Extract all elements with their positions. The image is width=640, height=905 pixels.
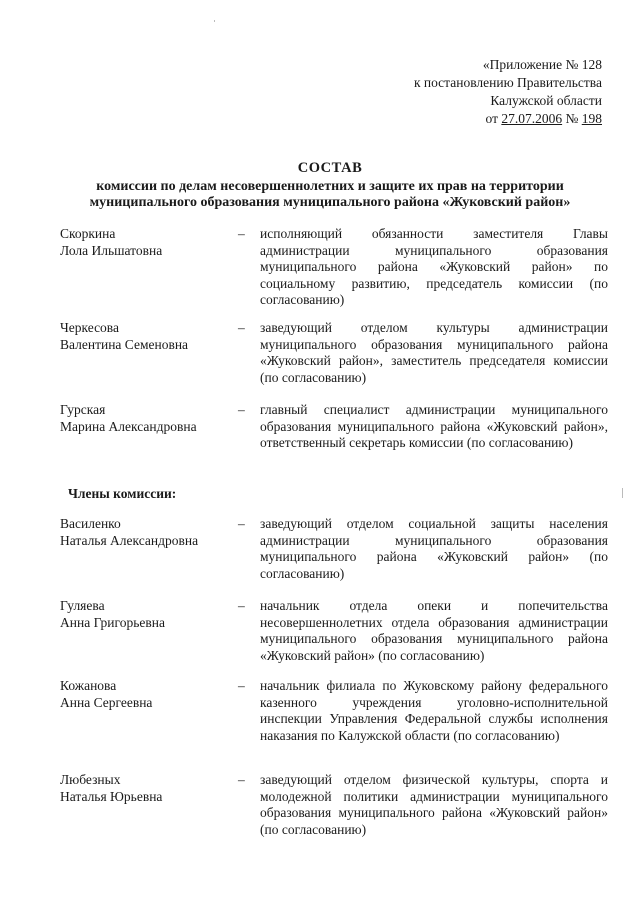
member-name: Гуляева Анна Григорьевна xyxy=(60,598,165,630)
member-name: Скоркина Лола Ильшатовна xyxy=(60,226,163,258)
title-heading: СОСТАВ xyxy=(297,160,363,176)
document-page: «Приложение № 128 к постановлению Правительства Калужской области от 27.07.2006 № 198 СОСТАВ комиссии по делам несовершеннолетних и защите их прав на территории муниципального образования муниципального района «Жуковский район» Скоркина Лола Ильшатовна – исполняющий обязанности заместителя Главы администрации муниципального образования муниципального района «Жуковский район» по социальному развитию, председатель комиссии (по согласованию) Черкесова Валентина Семеновна – заведующий отделом культуры администрации муниципального образования муниципального района «Жуковский район», заместитель председателя комиссии (по согласованию) Гурская Марина Александровна – главный специалист администрации муниципального образования муниципального района «Жуковский район», ответственный секретарь комиссии (по согласованию) Члены комиссии: Василенко Наталья Александровна – заведующий отделом социальной защиты населения администрации муниципального образования муниципального района «Жуковский район» (по согласованию) Гуляева Анна Григорьевна – начальник отдела опеки и попечительства несовершеннолетних отдела образования администрации муниципального образования муниципального района «Жуковский район» (по согласованию) Кожанова Анна Сергеевна – начальник филиала по Жуковскому району федерального казенного учреждения уголовно-исполнительной инспекции Управления Федеральной службы исполнения наказания по Калужской области (по согласованию) Любезных Наталья Юрьевна – заведующий отделом физической культуры, спорта и молодежной политики администрации муниципального образования муниципального района «Жуковский район» (по согласованию) xyxy=(0,0,640,905)
member-role: заведующий отделом социальной защиты населения администрации муниципального образования муниципального района «Жуковский район» (по согласованию) xyxy=(260,516,608,581)
appendix-region: Калужской области xyxy=(490,93,602,108)
member-role: начальник отдела опеки и попечительства несовершеннолетних отдела образования администрации муниципального образования муниципального района «Жуковский район» (по согласованию) xyxy=(260,598,608,663)
document-title xyxy=(60,160,600,211)
title-line-2: муниципального образования муниципального района «Жуковский район» xyxy=(89,195,571,210)
member-name: Любезных Наталья Юрьевна xyxy=(60,772,163,804)
member-role: исполняющий обязанности заместителя Главы администрации муниципального образования муниципального района «Жуковский район» по социальному развитию, председатель комиссии (по согласованию) xyxy=(260,226,608,307)
appendix-doc-number: 198 xyxy=(581,111,602,126)
member-role: заведующий отделом культуры администрации муниципального образования муниципального района «Жуковский район», заместитель председателя комиссии (по согласованию) xyxy=(260,320,608,385)
members-heading: Члены комиссии: xyxy=(68,486,177,501)
member-role: главный специалист администрации муниципального образования муниципального района «Жуковский район», ответственный секретарь комиссии (по согласованию) xyxy=(260,402,608,450)
appendix-date: 27.07.2006 xyxy=(501,111,563,126)
member-role: заведующий отделом физической культуры, спорта и молодежной политики администрации муниципального образования муниципального района «Жуковский район» (по согласованию) xyxy=(260,772,608,837)
appendix-date-line: от 27.07.2006 № 198 xyxy=(485,111,602,126)
appendix-reference xyxy=(414,56,602,128)
member-name: Кожанова Анна Сергеевна xyxy=(60,678,153,710)
member-name: Василенко Наталья Александровна xyxy=(60,516,199,548)
member-role: начальник филиала по Жуковскому району федерального казенного учреждения уголовно-исполнительной инспекции Управления Федеральной службы исполнения наказания по Калужской области (по согласованию) xyxy=(260,678,608,743)
scan-speck xyxy=(214,20,215,22)
member-name: Гурская Марина Александровна xyxy=(60,402,197,434)
scan-speck xyxy=(622,488,623,498)
appendix-number: «Приложение № 128 xyxy=(482,57,602,72)
title-line-1: комиссии по делам несовершеннолетних и защите их прав на территории xyxy=(96,179,564,194)
appendix-resolution: к постановлению Правительства xyxy=(413,75,602,90)
member-name: Черкесова Валентина Семеновна xyxy=(60,320,189,352)
